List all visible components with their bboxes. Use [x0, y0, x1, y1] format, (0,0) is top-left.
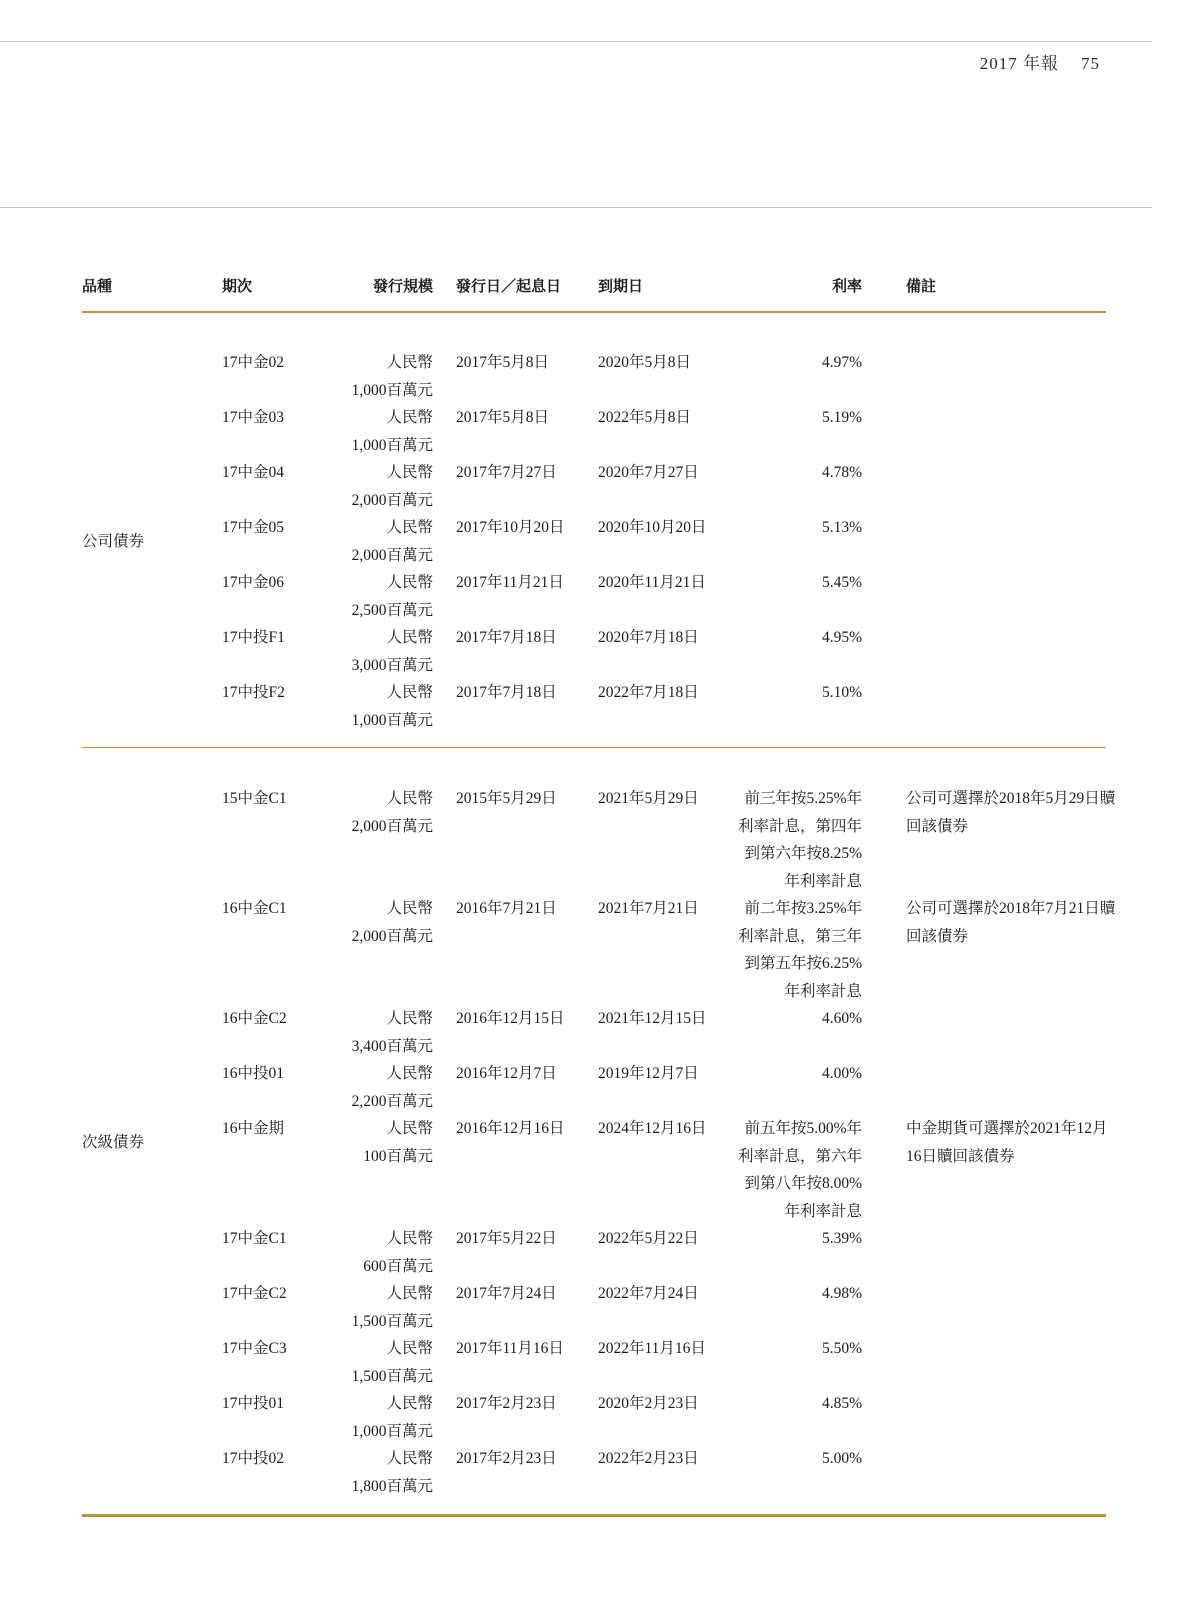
- rate-line: 5.00%: [821, 1450, 862, 1467]
- currency-line: 人民幣: [386, 1285, 433, 1302]
- bond-row: [222, 785, 1116, 895]
- maturity-date-cell: 2024年12月16日: [598, 1120, 707, 1137]
- rate-line: 4.95%: [821, 629, 862, 646]
- bond-row: [222, 1005, 1106, 1060]
- series-cell: 17中金C3: [222, 1340, 287, 1357]
- amount-line: 600百萬元: [363, 1257, 433, 1275]
- rate-line: 5.39%: [821, 1230, 862, 1247]
- issue-date-cell: 2016年12月15日: [456, 1010, 565, 1027]
- issue-date-cell: 2017年7月24日: [456, 1285, 557, 1302]
- section-rows: [222, 785, 1116, 1500]
- rate-line: 到第六年按8.25%: [744, 845, 862, 862]
- remark-line: 16日贖回該債券: [906, 1147, 1015, 1165]
- category-cell: [82, 349, 222, 734]
- issue-size-cell: [342, 514, 433, 569]
- maturity-date-cell: 2022年7月18日: [598, 684, 699, 701]
- report-title: 2017 年報: [979, 54, 1059, 73]
- category-label: 次級債券: [82, 1133, 145, 1151]
- issue-size-cell: [342, 895, 433, 950]
- table-header-row: [82, 277, 1106, 313]
- bond-row: [222, 1335, 1106, 1390]
- currency-line: 人民幣: [386, 409, 433, 426]
- rate-line: 4.60%: [821, 1010, 862, 1027]
- currency-line: 人民幣: [386, 1450, 433, 1467]
- rate-cell: [726, 1280, 862, 1308]
- maturity-date-cell: 2020年7月18日: [598, 629, 699, 646]
- amount-line: 1,800百萬元: [351, 1477, 433, 1495]
- amount-line: 2,200百萬元: [351, 1092, 433, 1110]
- remark-line: 回該債券: [906, 927, 969, 945]
- bond-row: [222, 1445, 1106, 1500]
- issue-date-cell: 2016年7月21日: [456, 900, 557, 917]
- amount-line: 1,500百萬元: [351, 1367, 433, 1385]
- rate-line: 利率計息，第三年: [737, 927, 862, 945]
- currency-line: 人民幣: [386, 900, 433, 917]
- series-cell: 16中金期: [222, 1120, 285, 1137]
- rate-cell: [726, 569, 862, 597]
- issue-size-cell: [342, 624, 433, 679]
- amount-line: 2,000百萬元: [351, 927, 433, 945]
- category-cell: [82, 785, 222, 1500]
- series-cell: 16中投01: [222, 1065, 285, 1082]
- rate-cell: [726, 895, 862, 1005]
- remark-line: 中金期貨可選擇於2021年12月: [906, 1120, 1108, 1137]
- series-cell: 17中金04: [222, 464, 285, 481]
- rate-line: 前三年按5.25%年: [744, 790, 862, 807]
- rate-cell: [726, 1445, 862, 1473]
- amount-line: 2,500百萬元: [351, 601, 433, 619]
- issue-date-cell: 2017年5月8日: [456, 409, 550, 426]
- issue-date-cell: 2017年5月8日: [456, 354, 550, 371]
- rate-cell: [726, 1115, 862, 1225]
- series-cell: 17中投01: [222, 1395, 285, 1412]
- top-rule: [0, 41, 1152, 42]
- series-cell: 15中金C1: [222, 790, 287, 807]
- rate-line: 利率計息，第四年: [737, 817, 862, 835]
- amount-line: 1,000百萬元: [351, 711, 433, 729]
- maturity-date-cell: 2022年11月16日: [598, 1340, 706, 1357]
- bond-section: [82, 747, 1116, 1500]
- bond-row: [222, 1280, 1106, 1335]
- rate-cell: [726, 785, 862, 895]
- issue-date-cell: 2017年7月18日: [456, 684, 557, 701]
- bonds-table: [82, 277, 1116, 1517]
- page-header: [0, 49, 1100, 74]
- series-cell: 17中投02: [222, 1450, 285, 1467]
- currency-line: 人民幣: [386, 464, 433, 481]
- rate-cell: [726, 1060, 862, 1088]
- bond-row: [222, 1225, 1106, 1280]
- header-rate: 利率: [831, 279, 862, 295]
- bond-row: [222, 459, 1106, 514]
- amount-line: 1,000百萬元: [351, 381, 433, 399]
- issue-size-cell: [342, 679, 433, 734]
- issue-size-cell: [342, 569, 433, 624]
- currency-line: 人民幣: [386, 1065, 433, 1082]
- issue-size-cell: [342, 349, 433, 404]
- rate-line: 到第八年按8.00%: [744, 1175, 862, 1192]
- remark-line: 回該債券: [906, 817, 969, 835]
- issue-date-cell: 2017年7月27日: [456, 464, 557, 481]
- maturity-date-cell: 2022年5月22日: [598, 1230, 699, 1247]
- rate-line: 到第五年按6.25%: [744, 955, 862, 972]
- bond-row: [222, 679, 1106, 734]
- maturity-date-cell: 2021年5月29日: [598, 790, 699, 807]
- header-issue-size: 發行規模: [372, 279, 433, 295]
- issue-size-cell: [342, 1390, 433, 1445]
- rate-line: 4.00%: [821, 1065, 862, 1082]
- table-bottom-rule: [82, 1514, 1106, 1517]
- issue-size-cell: [342, 1005, 433, 1060]
- category-label: 公司債券: [82, 532, 145, 550]
- series-cell: 17中金06: [222, 574, 285, 591]
- rate-line: 5.13%: [821, 519, 862, 536]
- maturity-date-cell: 2019年12月7日: [598, 1065, 699, 1082]
- section-rows: [222, 349, 1106, 734]
- bond-row: [222, 624, 1106, 679]
- header-category: 品種: [82, 279, 113, 295]
- remark-line: 公司可選擇於2018年5月29日贖: [906, 790, 1116, 807]
- series-cell: 17中投F1: [222, 629, 285, 646]
- currency-line: 人民幣: [386, 519, 433, 536]
- rate-line: 年利率計息: [784, 872, 862, 890]
- currency-line: 人民幣: [386, 684, 433, 701]
- rate-cell: [726, 459, 862, 487]
- issue-date-cell: 2016年12月7日: [456, 1065, 557, 1082]
- rate-line: 利率計息，第六年: [737, 1147, 862, 1165]
- rate-line: 前五年按5.00%年: [744, 1120, 862, 1137]
- maturity-date-cell: 2020年5月8日: [598, 354, 692, 371]
- series-cell: 17中金C1: [222, 1230, 287, 1247]
- rate-line: 5.50%: [821, 1340, 862, 1357]
- series-cell: 17中金05: [222, 519, 285, 536]
- issue-size-cell: [342, 1115, 433, 1170]
- remark-cell: [862, 785, 1116, 840]
- issue-date-cell: 2017年7月18日: [456, 629, 557, 646]
- currency-line: 人民幣: [386, 354, 433, 371]
- rate-cell: [726, 1225, 862, 1253]
- amount-line: 3,000百萬元: [351, 656, 433, 674]
- rate-cell: [726, 1390, 862, 1418]
- bond-row: [222, 569, 1106, 624]
- maturity-date-cell: 2020年11月21日: [598, 574, 706, 591]
- issue-size-cell: [342, 1445, 433, 1500]
- rate-cell: [726, 514, 862, 542]
- issue-size-cell: [342, 1060, 433, 1115]
- amount-line: 1,000百萬元: [351, 436, 433, 454]
- currency-line: 人民幣: [386, 1395, 433, 1412]
- rate-line: 5.45%: [821, 574, 862, 591]
- amount-line: 2,000百萬元: [351, 817, 433, 835]
- maturity-date-cell: 2022年2月23日: [598, 1450, 699, 1467]
- maturity-date-cell: 2020年2月23日: [598, 1395, 699, 1412]
- series-cell: 16中金C2: [222, 1010, 287, 1027]
- issue-date-cell: 2017年5月22日: [456, 1230, 557, 1247]
- issue-date-cell: 2016年12月16日: [456, 1120, 565, 1137]
- rate-cell: [726, 1005, 862, 1033]
- bond-row: [222, 1390, 1106, 1445]
- issue-date-cell: 2015年5月29日: [456, 790, 557, 807]
- bond-section: [82, 349, 1106, 734]
- amount-line: 2,000百萬元: [351, 546, 433, 564]
- rate-line: 5.10%: [821, 684, 862, 701]
- issue-size-cell: [342, 1225, 433, 1280]
- bond-row: [222, 404, 1106, 459]
- bond-row: [222, 349, 1106, 404]
- rate-line: 4.85%: [821, 1395, 862, 1412]
- maturity-date-cell: 2022年5月8日: [598, 409, 692, 426]
- header-maturity: 到期日: [598, 279, 644, 295]
- currency-line: 人民幣: [386, 1120, 433, 1137]
- header-remark: 備註: [906, 279, 937, 295]
- series-cell: 17中金03: [222, 409, 285, 426]
- amount-line: 1,500百萬元: [351, 1312, 433, 1330]
- currency-line: 人民幣: [386, 790, 433, 807]
- bond-row: [222, 1060, 1106, 1115]
- issue-size-cell: [342, 785, 433, 840]
- rate-line: 前二年按3.25%年: [744, 900, 862, 917]
- series-cell: 17中投F2: [222, 684, 285, 701]
- issue-date-cell: 2017年2月23日: [456, 1450, 557, 1467]
- rate-line: 4.97%: [821, 354, 862, 371]
- rate-cell: [726, 624, 862, 652]
- currency-line: 人民幣: [386, 574, 433, 591]
- bond-row: [222, 514, 1106, 569]
- remark-cell: [862, 895, 1116, 950]
- currency-line: 人民幣: [386, 1230, 433, 1247]
- issue-size-cell: [342, 1335, 433, 1390]
- rate-line: 年利率計息: [784, 1202, 862, 1220]
- issue-date-cell: 2017年11月21日: [456, 574, 564, 591]
- page-number: 75: [1081, 54, 1100, 73]
- maturity-date-cell: 2021年7月21日: [598, 900, 699, 917]
- series-cell: 17中金02: [222, 354, 285, 371]
- bond-row: [222, 1115, 1106, 1225]
- header-issue-date: 發行日／起息日: [456, 279, 562, 295]
- series-cell: 16中金C1: [222, 900, 287, 917]
- issue-size-cell: [342, 1280, 433, 1335]
- issue-size-cell: [342, 404, 433, 459]
- amount-line: 100百萬元: [363, 1147, 433, 1165]
- issue-size-cell: [342, 459, 433, 514]
- issue-date-cell: 2017年2月23日: [456, 1395, 557, 1412]
- rate-cell: [726, 404, 862, 432]
- rate-line: 年利率計息: [784, 982, 862, 1000]
- currency-line: 人民幣: [386, 629, 433, 646]
- rate-cell: [726, 679, 862, 707]
- maturity-date-cell: 2020年10月20日: [598, 519, 707, 536]
- issue-date-cell: 2017年11月16日: [456, 1340, 564, 1357]
- currency-line: 人民幣: [386, 1340, 433, 1357]
- amount-line: 3,400百萬元: [351, 1037, 433, 1055]
- table-body: [82, 349, 1116, 1500]
- maturity-date-cell: 2020年7月27日: [598, 464, 699, 481]
- remark-line: 公司可選擇於2018年7月21日贖: [906, 900, 1116, 917]
- maturity-date-cell: 2022年7月24日: [598, 1285, 699, 1302]
- amount-line: 1,000百萬元: [351, 1422, 433, 1440]
- rate-cell: [726, 1335, 862, 1363]
- maturity-date-cell: 2021年12月15日: [598, 1010, 707, 1027]
- issue-date-cell: 2017年10月20日: [456, 519, 565, 536]
- rate-cell: [726, 349, 862, 377]
- bond-row: [222, 895, 1116, 1005]
- series-cell: 17中金C2: [222, 1285, 287, 1302]
- rate-line: 5.19%: [821, 409, 862, 426]
- amount-line: 2,000百萬元: [351, 491, 433, 509]
- remark-cell: [862, 1115, 1106, 1170]
- header-series: 期次: [222, 279, 253, 295]
- rate-line: 4.78%: [821, 464, 862, 481]
- header-divider-rule: [0, 207, 1152, 208]
- currency-line: 人民幣: [386, 1010, 433, 1027]
- rate-line: 4.98%: [821, 1285, 862, 1302]
